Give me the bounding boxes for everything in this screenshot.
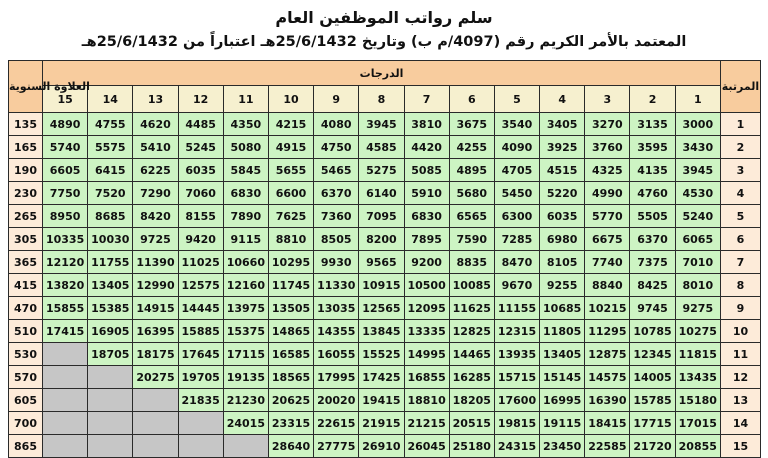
rank-cell: 2 — [720, 136, 760, 159]
bonus-cell: 530 — [9, 343, 43, 366]
salary-cell: 6370 — [630, 228, 675, 251]
salary-cell: 9200 — [404, 251, 449, 274]
salary-cell: 11155 — [494, 297, 539, 320]
grade-number-cell: 1 — [675, 86, 720, 113]
bonus-cell: 570 — [9, 366, 43, 389]
salary-cell: 3675 — [449, 113, 494, 136]
salary-cell: 9725 — [133, 228, 178, 251]
salary-cell: 23315 — [268, 412, 313, 435]
salary-cell: 5220 — [540, 182, 585, 205]
salary-cell: 3000 — [675, 113, 720, 136]
salary-cell: 5575 — [88, 136, 133, 159]
salary-cell: 10215 — [585, 297, 630, 320]
table-row — [9, 251, 761, 274]
bonus-cell: 265 — [9, 205, 43, 228]
salary-cell: 3270 — [585, 113, 630, 136]
salary-cell: 8505 — [314, 228, 359, 251]
rank-cell: 13 — [720, 389, 760, 412]
salary-cell: 20020 — [314, 389, 359, 412]
salary-cell: 22615 — [314, 412, 359, 435]
salary-cell: 4620 — [133, 113, 178, 136]
salary-cell: 12120 — [43, 251, 88, 274]
salary-cell: 4890 — [43, 113, 88, 136]
bonus-cell: 230 — [9, 182, 43, 205]
empty-salary-cell — [43, 435, 88, 458]
salary-cell: 15385 — [88, 297, 133, 320]
salary-cell: 13435 — [675, 366, 720, 389]
salary-cell: 18415 — [585, 412, 630, 435]
salary-cell: 11815 — [675, 343, 720, 366]
salary-cell: 19115 — [540, 412, 585, 435]
salary-cell: 25180 — [449, 435, 494, 458]
salary-cell: 4760 — [630, 182, 675, 205]
salary-cell: 8200 — [359, 228, 404, 251]
salary-cell: 18810 — [404, 389, 449, 412]
salary-cell: 13975 — [223, 297, 268, 320]
salary-cell: 6830 — [223, 182, 268, 205]
salary-cell: 3540 — [494, 113, 539, 136]
salary-cell: 12825 — [449, 320, 494, 343]
salary-cell: 8010 — [675, 274, 720, 297]
salary-cell: 14465 — [449, 343, 494, 366]
salary-cell: 5080 — [223, 136, 268, 159]
salary-cell: 11295 — [585, 320, 630, 343]
table-row — [9, 182, 761, 205]
bonus-cell: 415 — [9, 274, 43, 297]
table-row — [9, 136, 761, 159]
salary-cell: 14575 — [585, 366, 630, 389]
salary-cell: 11745 — [268, 274, 313, 297]
salary-cell: 15180 — [675, 389, 720, 412]
salary-cell: 14995 — [404, 343, 449, 366]
salary-cell: 10085 — [449, 274, 494, 297]
grade-number-cell: 4 — [540, 86, 585, 113]
bonus-cell: 190 — [9, 159, 43, 182]
salary-cell: 6140 — [359, 182, 404, 205]
salary-cell: 20855 — [675, 435, 720, 458]
salary-cell: 26045 — [404, 435, 449, 458]
rank-cell: 10 — [720, 320, 760, 343]
salary-cell: 7890 — [223, 205, 268, 228]
salary-cell: 6300 — [494, 205, 539, 228]
rank-header: المرتبة — [720, 61, 760, 113]
grades-header: الدرجات — [43, 61, 721, 86]
salary-cell: 7290 — [133, 182, 178, 205]
salary-cell: 18705 — [88, 343, 133, 366]
salary-cell: 18205 — [449, 389, 494, 412]
salary-cell: 10660 — [223, 251, 268, 274]
salary-cell: 5910 — [404, 182, 449, 205]
salary-cell: 26910 — [359, 435, 404, 458]
salary-cell: 8420 — [133, 205, 178, 228]
salary-cell: 10030 — [88, 228, 133, 251]
rank-cell: 12 — [720, 366, 760, 389]
salary-cell: 19415 — [359, 389, 404, 412]
bonus-cell: 165 — [9, 136, 43, 159]
salary-cell: 15885 — [178, 320, 223, 343]
salary-cell: 8950 — [43, 205, 88, 228]
bonus-cell: 510 — [9, 320, 43, 343]
salary-cell: 15525 — [359, 343, 404, 366]
salary-cell: 19815 — [494, 412, 539, 435]
salary-cell: 4135 — [630, 159, 675, 182]
rank-cell: 14 — [720, 412, 760, 435]
empty-salary-cell — [133, 435, 178, 458]
salary-cell: 3810 — [404, 113, 449, 136]
salary-cell: 4990 — [585, 182, 630, 205]
salary-cell: 16905 — [88, 320, 133, 343]
salary-cell: 23450 — [540, 435, 585, 458]
salary-cell: 7010 — [675, 251, 720, 274]
salary-cell: 11625 — [449, 297, 494, 320]
salary-cell: 8810 — [268, 228, 313, 251]
empty-salary-cell — [223, 435, 268, 458]
salary-cell: 17015 — [675, 412, 720, 435]
bonus-cell: 470 — [9, 297, 43, 320]
rank-cell: 5 — [720, 205, 760, 228]
salary-cell: 5845 — [223, 159, 268, 182]
salary-cell: 14355 — [314, 320, 359, 343]
table-row — [9, 366, 761, 389]
salary-cell: 10785 — [630, 320, 675, 343]
salary-cell: 13505 — [268, 297, 313, 320]
table-row — [9, 435, 761, 458]
salary-cell: 9420 — [178, 228, 223, 251]
table-row — [9, 159, 761, 182]
grade-number-cell: 14 — [88, 86, 133, 113]
salary-cell: 7520 — [88, 182, 133, 205]
salary-cell: 3595 — [630, 136, 675, 159]
salary-cell: 15145 — [540, 366, 585, 389]
salary-cell: 4755 — [88, 113, 133, 136]
salary-cell: 18175 — [133, 343, 178, 366]
salary-cell: 17995 — [314, 366, 359, 389]
table-row — [9, 205, 761, 228]
salary-cell: 15785 — [630, 389, 675, 412]
salary-cell: 14865 — [268, 320, 313, 343]
salary-cell: 7060 — [178, 182, 223, 205]
salary-cell: 13935 — [494, 343, 539, 366]
salary-cell: 3135 — [630, 113, 675, 136]
salary-cell: 12565 — [359, 297, 404, 320]
rank-cell: 11 — [720, 343, 760, 366]
salary-cell: 4895 — [449, 159, 494, 182]
salary-cell: 7625 — [268, 205, 313, 228]
salary-cell: 11330 — [314, 274, 359, 297]
salary-cell: 4080 — [314, 113, 359, 136]
salary-cell: 17425 — [359, 366, 404, 389]
salary-cell: 10275 — [675, 320, 720, 343]
page-title: سلم رواتب الموظفين العام — [275, 8, 493, 27]
salary-cell: 16395 — [133, 320, 178, 343]
empty-salary-cell — [178, 435, 223, 458]
grade-number-row — [9, 86, 761, 113]
salary-cell: 5410 — [133, 136, 178, 159]
salary-cell: 10685 — [540, 297, 585, 320]
salary-cell: 9670 — [494, 274, 539, 297]
salary-cell: 14915 — [133, 297, 178, 320]
salary-cell: 17415 — [43, 320, 88, 343]
salary-cell: 16285 — [449, 366, 494, 389]
table-row — [9, 412, 761, 435]
salary-cell: 20275 — [133, 366, 178, 389]
salary-cell: 28640 — [268, 435, 313, 458]
empty-salary-cell — [178, 412, 223, 435]
table-row — [9, 343, 761, 366]
salary-cell: 9745 — [630, 297, 675, 320]
salary-cell: 3925 — [540, 136, 585, 159]
empty-salary-cell — [43, 366, 88, 389]
grade-number-cell: 15 — [43, 86, 88, 113]
bonus-cell: 700 — [9, 412, 43, 435]
salary-cell: 4420 — [404, 136, 449, 159]
salary-cell: 21720 — [630, 435, 675, 458]
salary-cell: 6675 — [585, 228, 630, 251]
salary-cell: 3945 — [675, 159, 720, 182]
salary-cell: 22585 — [585, 435, 630, 458]
salary-cell: 12575 — [178, 274, 223, 297]
salary-cell: 21915 — [359, 412, 404, 435]
salary-cell: 6565 — [449, 205, 494, 228]
salary-cell: 20515 — [449, 412, 494, 435]
rank-cell: 4 — [720, 182, 760, 205]
salary-cell: 8155 — [178, 205, 223, 228]
salary-cell: 15375 — [223, 320, 268, 343]
salary-cell: 10335 — [43, 228, 88, 251]
salary-cell: 8425 — [630, 274, 675, 297]
rank-cell: 9 — [720, 297, 760, 320]
salary-cell: 10295 — [268, 251, 313, 274]
salary-cell: 8835 — [449, 251, 494, 274]
salary-cell: 3405 — [540, 113, 585, 136]
salary-cell: 4585 — [359, 136, 404, 159]
grade-number-cell: 3 — [585, 86, 630, 113]
salary-cell: 15855 — [43, 297, 88, 320]
grade-number-cell: 11 — [223, 86, 268, 113]
grade-number-cell: 2 — [630, 86, 675, 113]
salary-cell: 4090 — [494, 136, 539, 159]
salary-cell: 9930 — [314, 251, 359, 274]
salary-cell: 17645 — [178, 343, 223, 366]
salary-cell: 4255 — [449, 136, 494, 159]
salary-cell: 19135 — [223, 366, 268, 389]
salary-cell: 8685 — [88, 205, 133, 228]
table-row — [9, 389, 761, 412]
salary-cell: 6830 — [404, 205, 449, 228]
salary-cell: 20625 — [268, 389, 313, 412]
salary-cell: 7285 — [494, 228, 539, 251]
rank-cell: 15 — [720, 435, 760, 458]
salary-cell: 18565 — [268, 366, 313, 389]
salary-cell: 6035 — [178, 159, 223, 182]
salary-cell: 11805 — [540, 320, 585, 343]
salary-cell: 13035 — [314, 297, 359, 320]
salary-cell: 9115 — [223, 228, 268, 251]
salary-cell: 7095 — [359, 205, 404, 228]
salary-cell: 17715 — [630, 412, 675, 435]
salary-cell: 5240 — [675, 205, 720, 228]
salary-cell: 7750 — [43, 182, 88, 205]
salary-cell: 17115 — [223, 343, 268, 366]
empty-salary-cell — [88, 412, 133, 435]
rank-cell: 7 — [720, 251, 760, 274]
grade-number-cell: 8 — [359, 86, 404, 113]
salary-cell: 8470 — [494, 251, 539, 274]
salary-cell: 14005 — [630, 366, 675, 389]
salary-cell: 16855 — [404, 366, 449, 389]
salary-cell: 6605 — [43, 159, 88, 182]
salary-cell: 8840 — [585, 274, 630, 297]
table-row — [9, 297, 761, 320]
empty-salary-cell — [88, 366, 133, 389]
salary-cell: 4705 — [494, 159, 539, 182]
empty-salary-cell — [43, 412, 88, 435]
salary-cell: 13405 — [88, 274, 133, 297]
salary-cell: 8105 — [540, 251, 585, 274]
grade-number-cell: 10 — [268, 86, 313, 113]
salary-cell: 16585 — [268, 343, 313, 366]
salary-cell: 3430 — [675, 136, 720, 159]
salary-cell: 4750 — [314, 136, 359, 159]
salary-cell: 12345 — [630, 343, 675, 366]
empty-salary-cell — [133, 412, 178, 435]
grade-number-cell: 9 — [314, 86, 359, 113]
salary-cell: 12875 — [585, 343, 630, 366]
empty-salary-cell — [43, 389, 88, 412]
salary-cell: 4515 — [540, 159, 585, 182]
salary-cell: 13405 — [540, 343, 585, 366]
rank-cell: 3 — [720, 159, 760, 182]
salary-cell: 4915 — [268, 136, 313, 159]
salary-cell: 7740 — [585, 251, 630, 274]
salary-cell: 5770 — [585, 205, 630, 228]
salary-cell: 24015 — [223, 412, 268, 435]
salary-cell: 5450 — [494, 182, 539, 205]
grade-number-cell: 5 — [494, 86, 539, 113]
grade-number-cell: 7 — [404, 86, 449, 113]
salary-cell: 19705 — [178, 366, 223, 389]
empty-salary-cell — [88, 435, 133, 458]
salary-cell: 17600 — [494, 389, 539, 412]
salary-cell: 12095 — [404, 297, 449, 320]
bonus-cell: 365 — [9, 251, 43, 274]
table-row — [9, 228, 761, 251]
salary-cell: 12160 — [223, 274, 268, 297]
salary-cell: 7590 — [449, 228, 494, 251]
salary-cell: 10500 — [404, 274, 449, 297]
salary-cell: 13820 — [43, 274, 88, 297]
salary-cell: 13845 — [359, 320, 404, 343]
grade-number-cell: 13 — [133, 86, 178, 113]
salary-cell: 5740 — [43, 136, 88, 159]
salary-cell: 5655 — [268, 159, 313, 182]
rank-cell: 8 — [720, 274, 760, 297]
salary-cell: 6415 — [88, 159, 133, 182]
bonus-cell: 865 — [9, 435, 43, 458]
salary-cell: 21230 — [223, 389, 268, 412]
empty-salary-cell — [43, 343, 88, 366]
page-subtitle: المعتمد بالأمر الكريم رقم (4097/م ب) وتاريخ 25/6/1432هـ اعتباراً من 25/6/1432هـ — [81, 34, 687, 50]
salary-cell: 5085 — [404, 159, 449, 182]
salary-cell: 4215 — [268, 113, 313, 136]
salary-cell: 15715 — [494, 366, 539, 389]
salary-cell: 21835 — [178, 389, 223, 412]
salary-cell: 11390 — [133, 251, 178, 274]
salary-cell: 9255 — [540, 274, 585, 297]
rank-cell: 6 — [720, 228, 760, 251]
salary-cell: 4530 — [675, 182, 720, 205]
salary-cell: 5465 — [314, 159, 359, 182]
salary-cell: 6370 — [314, 182, 359, 205]
salary-cell: 5275 — [359, 159, 404, 182]
salary-cell: 9565 — [359, 251, 404, 274]
salary-cell: 6065 — [675, 228, 720, 251]
salary-cell: 6980 — [540, 228, 585, 251]
rank-cell: 1 — [720, 113, 760, 136]
salary-cell: 3945 — [359, 113, 404, 136]
salary-cell: 6600 — [268, 182, 313, 205]
bonus-cell: 135 — [9, 113, 43, 136]
salary-cell: 12315 — [494, 320, 539, 343]
table-row — [9, 113, 761, 136]
salary-cell: 11025 — [178, 251, 223, 274]
salary-cell: 24315 — [494, 435, 539, 458]
salary-cell: 27775 — [314, 435, 359, 458]
salary-cell: 12990 — [133, 274, 178, 297]
salary-cell: 4325 — [585, 159, 630, 182]
salary-cell: 16995 — [540, 389, 585, 412]
salary-cell: 7895 — [404, 228, 449, 251]
salary-cell: 5505 — [630, 205, 675, 228]
empty-salary-cell — [133, 389, 178, 412]
table-row — [9, 320, 761, 343]
salary-cell: 6035 — [540, 205, 585, 228]
header-row-top — [9, 61, 761, 86]
bonus-cell: 605 — [9, 389, 43, 412]
table-row — [9, 274, 761, 297]
salary-cell: 7375 — [630, 251, 675, 274]
salary-cell: 5245 — [178, 136, 223, 159]
empty-salary-cell — [88, 389, 133, 412]
salary-cell: 10915 — [359, 274, 404, 297]
salary-cell: 21215 — [404, 412, 449, 435]
salary-cell: 11755 — [88, 251, 133, 274]
salary-cell: 16055 — [314, 343, 359, 366]
grade-number-cell: 6 — [449, 86, 494, 113]
salary-cell: 4485 — [178, 113, 223, 136]
bonus-cell: 305 — [9, 228, 43, 251]
salary-cell: 13335 — [404, 320, 449, 343]
salary-cell: 9275 — [675, 297, 720, 320]
salary-cell: 16390 — [585, 389, 630, 412]
grade-number-cell: 12 — [178, 86, 223, 113]
salary-cell: 14445 — [178, 297, 223, 320]
salary-cell: 4350 — [223, 113, 268, 136]
salary-cell: 6225 — [133, 159, 178, 182]
salary-cell: 7360 — [314, 205, 359, 228]
salary-scale-table — [8, 60, 761, 458]
salary-cell: 5680 — [449, 182, 494, 205]
bonus-header: العلاوة السنوية — [9, 61, 43, 113]
salary-cell: 3760 — [585, 136, 630, 159]
